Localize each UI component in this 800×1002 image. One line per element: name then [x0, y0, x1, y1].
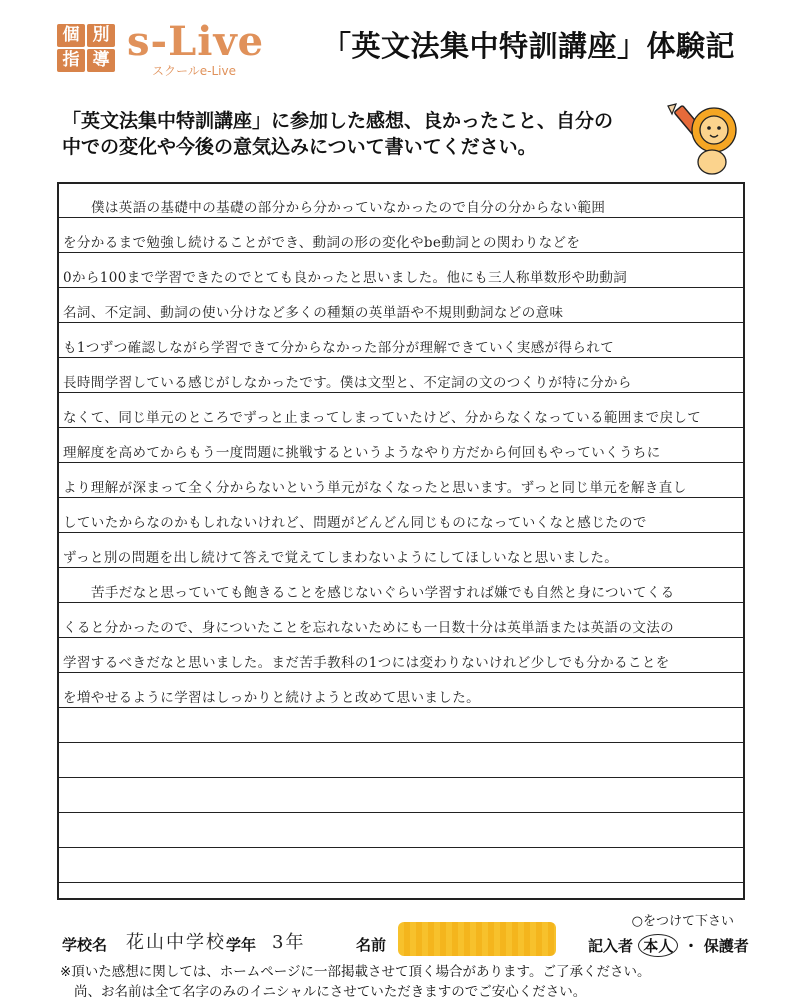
essay-line: より理解が深まって全く分からないという単元がなくなったと思います。ずっと同じ単元を解き直し — [63, 480, 687, 496]
name-label: 名前 — [356, 936, 387, 954]
school-value: 花山中学校 — [126, 932, 226, 953]
prompt-text — [62, 108, 662, 160]
author-guardian: 保護者 — [703, 937, 749, 955]
author-selection — [588, 934, 749, 957]
disclaimer — [60, 962, 650, 1002]
ruled-line — [59, 462, 743, 463]
essay-line: を分かるまで勉強し続けることができ、動詞の形の変化やbe動詞との関わりなどを — [63, 235, 581, 251]
disclaimer-line: ※頂いた感想に関しては、ホームページに一部掲載させて頂く場合があります。ご了承ください。 — [60, 964, 651, 980]
essay-line: ずっと別の問題を出し続けて答えで覚えてしまわないようにしてほしいなと思いました。 — [63, 550, 619, 566]
ruled-line — [59, 812, 743, 813]
ruled-line — [59, 567, 743, 568]
ruled-line — [59, 217, 743, 218]
essay-line: 名詞、不定詞、動詞の使い分けなど多くの種類の英単語や不規則動詞などの意味 — [63, 305, 564, 321]
logo-cell: 個 — [57, 24, 85, 47]
prompt-line: 中での変化や今後の意気込みについて書いてください。 — [62, 136, 537, 158]
brand-logo-subtitle: スクールe-Live — [152, 64, 236, 78]
brand-logo-text: s-Live — [127, 18, 265, 65]
ruled-line — [59, 672, 743, 673]
logo-cell: 別 — [87, 24, 115, 47]
essay-line: 理解度を高めてからもう一度問題に挑戦するというようなやり方だから何回もやっていくうちに — [63, 445, 661, 461]
ruled-line — [59, 427, 743, 428]
name-redaction — [398, 922, 556, 956]
circle-instruction: ○をつけて下さい — [631, 914, 734, 929]
ruled-line — [59, 847, 743, 848]
ruled-line — [59, 637, 743, 638]
ruled-line — [59, 532, 743, 533]
page-title: 「英文法集中特訓講座」体験記 — [322, 29, 736, 63]
ruled-line — [59, 252, 743, 253]
author-label: 記入者 — [588, 937, 634, 955]
essay-line: なくて、同じ単元のところでずっと止まってしまっていたけど、分からなくなっている範囲まで戻して — [63, 410, 702, 426]
essay-paper — [57, 182, 745, 900]
disclaimer-line: 尚、お名前は全て名字のみのイニシャルにさせていただきますのでご安心ください。 — [74, 984, 587, 1000]
ruled-line — [59, 602, 743, 603]
ruled-line — [59, 777, 743, 778]
school-label: 学校名 — [62, 936, 108, 954]
essay-line: 長時間学習している感じがしなかったです。僕は文型と、不定詞の文のつくりが特に分から — [63, 375, 632, 391]
prompt-line: 「英文法集中特訓講座」に参加した感想、良かったこと、自分の — [62, 110, 614, 132]
ruled-line — [59, 392, 743, 393]
essay-line: を増やせるように学習はしっかりと続けようと改めて思いました。 — [63, 690, 480, 706]
author-self-circled: 本人 — [638, 934, 678, 957]
ruled-line — [59, 497, 743, 498]
grade-value: 3年 — [272, 932, 306, 953]
author-separator: ・ — [683, 937, 699, 955]
essay-line: も1つずつ確認しながら学習できて分からなかった部分が理解できていく実感が得られて — [63, 340, 615, 356]
ruled-line — [59, 742, 743, 743]
ruled-line — [59, 287, 743, 288]
essay-line: 学習するべきだなと思いました。まだ苦手教科の1つには変わりないけれど少しでも分かることを — [63, 655, 670, 671]
logo-cell: 指 — [57, 49, 85, 72]
essay-line: くると分かったので、身についたことを忘れないためにも一日数十分は英単語または英語の文法の — [63, 620, 675, 636]
ruled-line — [59, 882, 743, 883]
logo-cell: 導 — [87, 49, 115, 72]
essay-line: 僕は英語の基礎中の基礎の部分から分かっていなかったので自分の分からない範囲 — [91, 200, 606, 216]
ruled-line — [59, 357, 743, 358]
grade-label: 学年 — [226, 936, 257, 954]
essay-line: していたからなのかもしれないけれど、問題がどんどん同じものになっていくなと感じたので — [63, 515, 647, 531]
ruled-line — [59, 707, 743, 708]
brand-logo-mark — [57, 24, 117, 74]
ruled-line — [59, 322, 743, 323]
essay-line: 苦手だなと思っていても飽きることを感じないぐらい学習すれば嫌でも自然と身についてくる — [91, 585, 675, 601]
lion-mascot-icon — [662, 100, 742, 178]
essay-line: 0から100まで学習できたのでとても良かったと思いました。他にも三人称単数形や助動詞 — [63, 270, 628, 286]
